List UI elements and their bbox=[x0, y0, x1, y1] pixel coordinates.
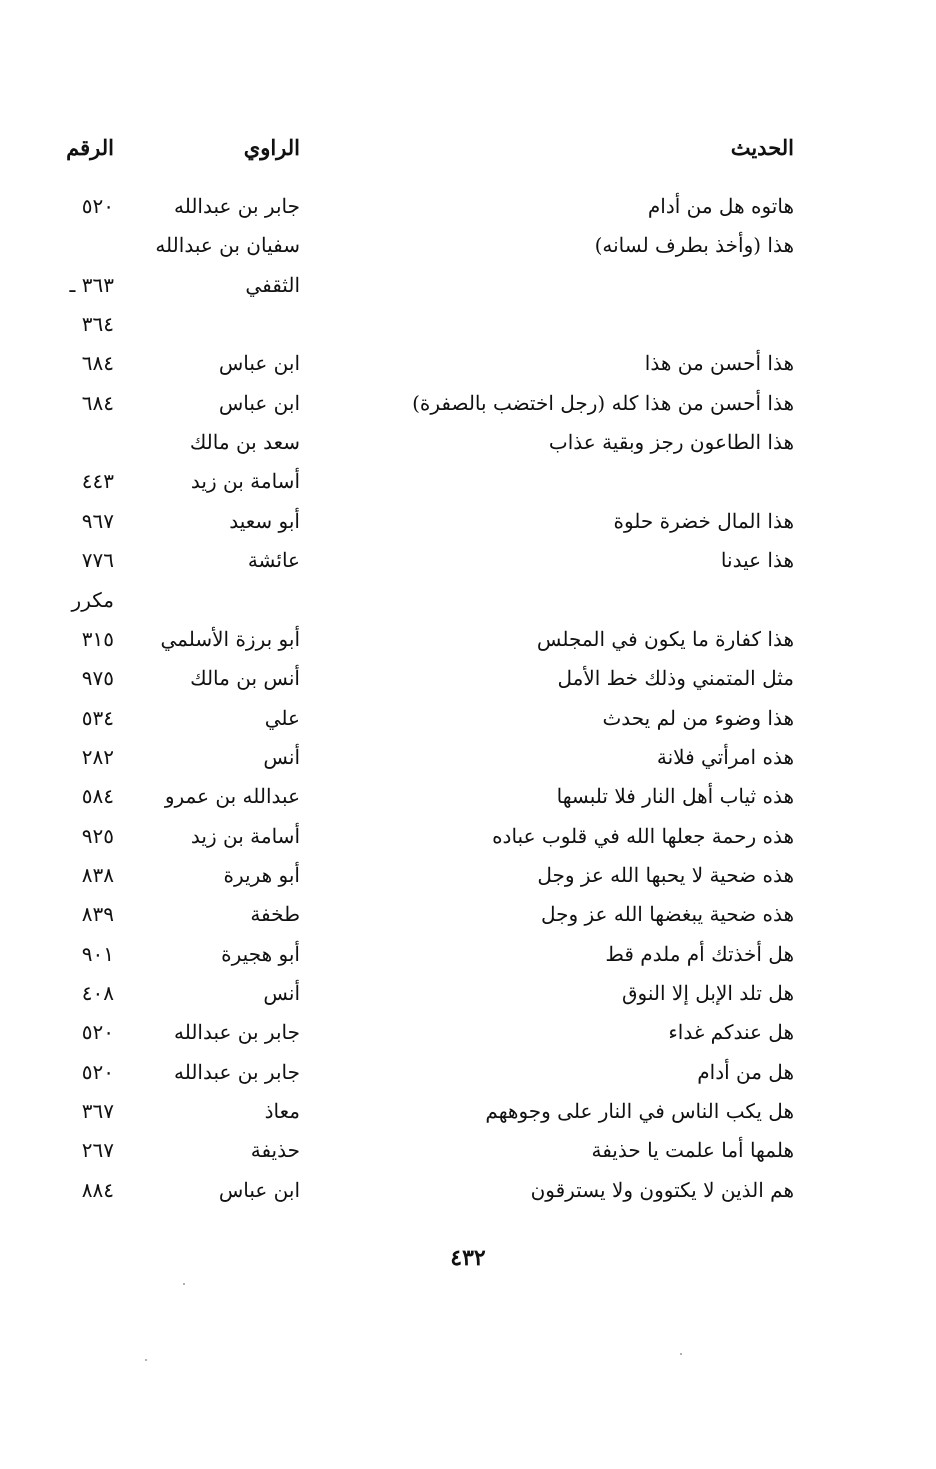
hadith-text: هذا كفارة ما يكون في المجلس bbox=[536, 626, 794, 651]
hadith-number: ٥٨٤ bbox=[81, 784, 114, 809]
hadith-text: هلمها أما علمت يا حذيفة bbox=[591, 1138, 794, 1163]
hadith-number: ٩٢٥ bbox=[81, 823, 114, 848]
hadith-number: ٤٤٣ bbox=[81, 469, 114, 494]
hadith-number: ٣٦٧ bbox=[81, 1099, 114, 1124]
rawi-name: طخفة bbox=[250, 902, 300, 927]
table-row bbox=[0, 186, 936, 226]
table-row bbox=[0, 816, 936, 856]
rawi-name: ابن عباس bbox=[218, 351, 300, 376]
rawi-name bbox=[150, 580, 300, 620]
table-row bbox=[0, 1170, 936, 1210]
hadith-text bbox=[394, 580, 794, 620]
table-row bbox=[0, 1012, 936, 1052]
hadith-number: ٩٧٥ bbox=[81, 666, 114, 691]
hadith-text: هذا (وأخذ بطرف لسانه) bbox=[594, 233, 794, 258]
hadith-text: هذا الطاعون رجز وبقية عذاب bbox=[548, 430, 794, 455]
hadith-number: ٨٨٤ bbox=[81, 1177, 114, 1202]
table-row bbox=[0, 580, 936, 620]
rawi-name: الثقفي bbox=[245, 272, 300, 297]
hadith-text: هذه ثياب أهل النار فلا تلبسها bbox=[556, 784, 794, 809]
hadith-number: ٦٨٤ bbox=[81, 351, 114, 376]
table-row bbox=[0, 1130, 936, 1170]
hadith-number: ٢٦٧ bbox=[81, 1138, 114, 1163]
table-row bbox=[0, 265, 936, 305]
rawi-name: معاذ bbox=[264, 1099, 300, 1124]
hadith-text: هم الذين لا يكتوون ولا يسترقون bbox=[530, 1177, 794, 1202]
scan-speck bbox=[183, 1283, 185, 1285]
rawi-name: علي bbox=[264, 705, 300, 730]
table-row bbox=[0, 855, 936, 895]
rawi-name: ابن عباس bbox=[218, 390, 300, 415]
rawi-name: حذيفة bbox=[250, 1138, 300, 1163]
header-number: الرقم bbox=[66, 135, 114, 160]
hadith-number: ٨٣٨ bbox=[81, 863, 114, 887]
hadith-text bbox=[394, 265, 794, 305]
scan-speck bbox=[145, 1359, 147, 1361]
rawi-name: سفيان بن عبدالله bbox=[155, 233, 300, 258]
hadith-text: هل من أدام bbox=[697, 1059, 794, 1084]
rawi-name: أبو سعيد bbox=[229, 508, 300, 533]
hadith-text: مثل المتمني وذلك خط الأمل bbox=[557, 666, 794, 691]
hadith-text: هذه رحمة جعلها الله في قلوب عباده bbox=[492, 823, 794, 848]
header-hadith: الحديث bbox=[730, 135, 794, 160]
table-row bbox=[0, 934, 936, 974]
hadith-number: ٥٣٤ bbox=[81, 705, 114, 730]
table-row bbox=[0, 1091, 936, 1131]
hadith-text bbox=[394, 461, 794, 501]
header-rawi: الراوي bbox=[243, 135, 300, 160]
hadith-text: هذه ضحية لا يحبها الله عز وجل bbox=[537, 863, 794, 887]
hadith-number: ٩٦٧ bbox=[81, 508, 114, 533]
table-row bbox=[0, 540, 936, 580]
hadith-text: هذه ضحية يبغضها الله عز وجل bbox=[541, 902, 794, 927]
hadith-text bbox=[394, 304, 794, 344]
rawi-name: أنس bbox=[263, 981, 300, 1005]
rawi-name: ابن عباس bbox=[218, 1177, 300, 1202]
table-row bbox=[0, 698, 936, 738]
rawi-name: أبو هجيرة bbox=[221, 941, 300, 966]
rawi-name: أسامة بن زيد bbox=[190, 469, 300, 494]
hadith-number: ٤٠٨ bbox=[81, 981, 114, 1005]
hadith-number: ٩٠١ bbox=[81, 941, 114, 966]
hadith-number: ٥٢٠ bbox=[81, 194, 114, 218]
rawi-name: أنس بن مالك bbox=[190, 666, 300, 691]
hadith-number: مكرر bbox=[71, 587, 114, 612]
table-row bbox=[0, 737, 936, 777]
rawi-name: جابر بن عبدالله bbox=[173, 1020, 300, 1045]
scan-speck bbox=[680, 1353, 682, 1355]
table-row bbox=[0, 501, 936, 541]
hadith-number: ٧٧٦ bbox=[81, 548, 114, 573]
hadith-number: ٦٨٤ bbox=[81, 390, 114, 415]
hadith-text: هذا أحسن من هذا كله (رجل اختضب بالصفرة) bbox=[412, 390, 794, 415]
rawi-name: أنس bbox=[263, 744, 300, 769]
table-row bbox=[0, 343, 936, 383]
hadith-text: هذا عيدنا bbox=[720, 548, 794, 573]
table-header bbox=[0, 128, 936, 168]
hadith-text: هذه امرأتي فلانة bbox=[656, 744, 794, 769]
hadith-number: ٣١٥ bbox=[81, 626, 114, 651]
table-row bbox=[0, 422, 936, 462]
rawi-name: أسامة بن زيد bbox=[190, 823, 300, 848]
table-row bbox=[0, 383, 936, 423]
table-row bbox=[0, 619, 936, 659]
hadith-text: هل تلد الإبل إلا النوق bbox=[622, 981, 794, 1005]
hadith-number: ٢٨٢ bbox=[81, 744, 114, 769]
table-row bbox=[0, 461, 936, 501]
hadith-text: هل عندكم غداء bbox=[668, 1020, 794, 1045]
hadith-number: ٨٣٩ bbox=[81, 902, 114, 927]
hadith-text: هاتوه هل من أدام bbox=[647, 194, 794, 218]
rawi-name: سعد بن مالك bbox=[189, 430, 300, 455]
page-number: ٤٣٢ bbox=[450, 1245, 486, 1271]
rawi-name: عائشة bbox=[247, 548, 300, 573]
table-row bbox=[0, 304, 936, 344]
hadith-text: هذا وضوء من لم يحدث bbox=[602, 705, 794, 730]
hadith-text: هذا المال خضرة حلوة bbox=[613, 508, 794, 533]
rawi-name: عبدالله بن عمرو bbox=[164, 784, 300, 809]
hadith-text: هذا أحسن من هذا bbox=[644, 351, 794, 376]
rawi-name: أبو هريرة bbox=[223, 863, 300, 887]
table-row bbox=[0, 1052, 936, 1092]
hadith-text: هل يكب الناس في النار على وجوههم bbox=[485, 1099, 794, 1124]
rawi-name: جابر بن عبدالله bbox=[173, 194, 300, 218]
rawi-name: أبو برزة الأسلمي bbox=[160, 626, 300, 651]
hadith-text: هل أخذتك أم ملدم قط bbox=[605, 941, 794, 966]
hadith-number: ٥٢٠ bbox=[81, 1020, 114, 1045]
table-row bbox=[0, 776, 936, 816]
hadith-number bbox=[14, 422, 114, 462]
hadith-number: ٣٦٤ bbox=[81, 312, 114, 337]
hadith-number: ٥٢٠ bbox=[81, 1059, 114, 1084]
hadith-number: ٣٦٣ ـ bbox=[69, 272, 114, 297]
table-row bbox=[0, 894, 936, 934]
table-row bbox=[0, 225, 936, 265]
hadith-number bbox=[14, 225, 114, 265]
rawi-name bbox=[150, 304, 300, 344]
rawi-name: جابر بن عبدالله bbox=[173, 1059, 300, 1084]
table-row bbox=[0, 658, 936, 698]
table-row bbox=[0, 973, 936, 1013]
